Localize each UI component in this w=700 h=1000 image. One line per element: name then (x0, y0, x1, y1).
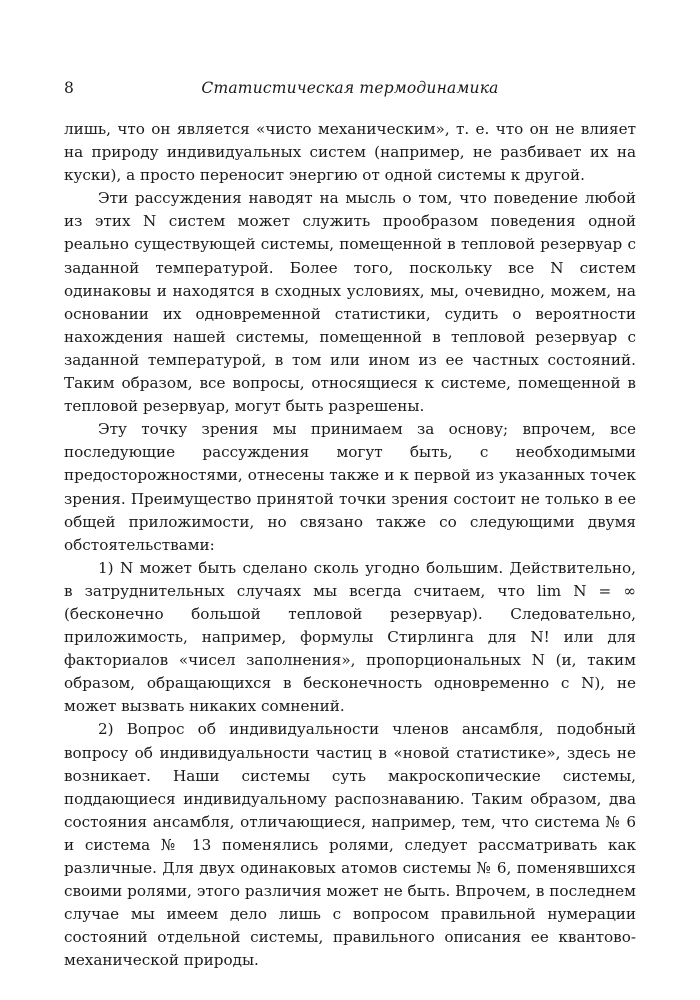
paragraph-reasoning: Эти рассуждения наводят на мысль о том, что поведение любой из этих N систем может служить прообразом поведения одной реально существующей системы, помещенной в тепловой резервуар с заданной температурой. Более того, поскольку все N систем одинаковы и находятся в сходных условиях, мы, очевидно, можем, на основании их одновременной статистики, судить о вероятности нахождения нашей системы, помещенной в тепловой резервуар с заданной температурой, в том или ином из ее частных состояний. Таким образом, все вопросы, относящиеся к системе, помещенной в тепловой резервуар, могут быть разрешены. (64, 189, 636, 416)
paragraph-continuation: лишь, что он является «чисто механическим», т. е. что он не влияет на природу индивидуальных систем (например, не разбивает их на куски), а просто переносит энергию от одной системы к другой. (64, 120, 636, 185)
page-number: 8 (64, 79, 74, 97)
paragraph-point-1: 1) N может быть сделано сколь угодно большим. Действительно, в затруднительных случаях мы всегда считаем, что lim N = ∞ (бесконечно большой тепловой резервуар). Следовательно, приложимость, например, формулы Стирлинга для N! или для факториалов «чисел заполнения», пропорциональных N (и, таким образом, обращающихся в бесконечность одновременно с N), не может вызвать никаких сомнений. (64, 558, 636, 716)
book-page (64, 76, 636, 972)
paragraph-point-2: 2) Вопрос об индивидуальности членов ансамбля, подобный вопросу об индивидуальности частиц в «новой статистике», здесь не возникает. Наши системы суть макроскопические системы, поддающиеся индивидуальному распознаванию. Таким образом, два состояния ансамбля, отличающиеся, например, тем, что система № 6 и система № 13 поменялись ролями, следует рассматривать как различные. Для двух одинаковых атомов системы № 6, поменявшихся своими ролями, этого различия может не быть. Впрочем, в последнем случае мы имеем дело лишь с вопросом правильной нумерации состояний отдельной системы, правильного описания ее квантово-механической природы. (64, 720, 636, 970)
running-head (64, 76, 636, 100)
running-title: Статистическая термодинамика (201, 79, 499, 97)
body-text (64, 118, 636, 972)
paragraph-viewpoint: Эту точку зрения мы принимаем за основу; впрочем, все последующие рассуждения могут быть, с необходимыми предосторожностями, отнесены также и к первой из указанных точек зрения. Преимущество принятой точки зрения состоит не только в ее общей приложимости, но связано также со следующими двумя обстоятельствами: (64, 420, 636, 554)
